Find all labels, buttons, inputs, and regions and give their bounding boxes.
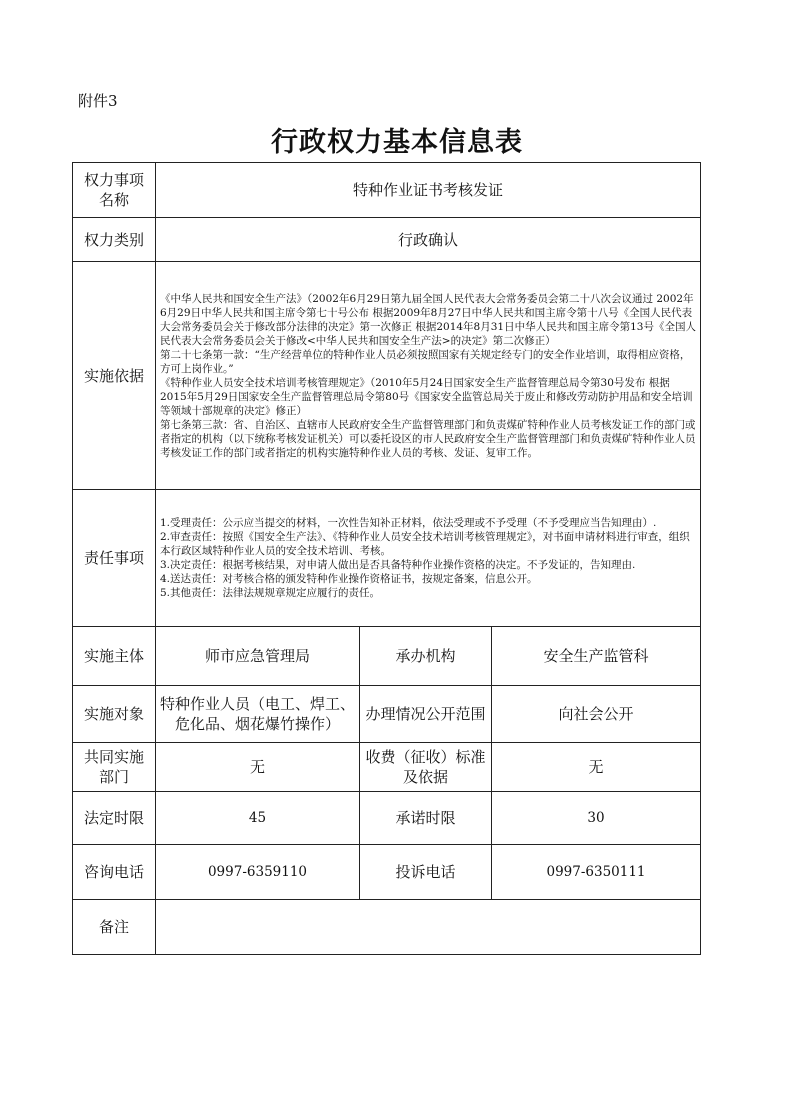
promised-time-limit-value: 30 [492, 792, 701, 845]
target-label: 实施对象 [73, 686, 156, 743]
disclosure-scope-value: 向社会公开 [492, 686, 701, 743]
complaint-phone-label: 投诉电话 [360, 845, 492, 900]
table-row-joint [73, 743, 701, 792]
legal-time-limit-label: 法定时限 [73, 792, 156, 845]
table-row-time-limit [73, 792, 701, 845]
basis-paragraph: 第二十七条第一款：“生产经营单位的特种作业人员必须按照国家有关规定经专门的安全作业培训，取得相应资格，方可上岗作业。” [160, 348, 691, 375]
attachment-label: 附件3 [78, 92, 118, 110]
responsibility-value [156, 490, 701, 627]
responsibility-item: 2.审查责任：按照《国安全生产法》、《特种作业人员安全技术培训考核管理规定》，对书面申请材料进行审查，组织本行政区域特种作业人员的安全技术培训、考核。 [160, 531, 690, 557]
table-row-subject [73, 627, 701, 686]
table-row-power-type [73, 218, 701, 262]
page-title: 行政权力基本信息表 [271, 127, 523, 158]
table-row-phone [73, 845, 701, 900]
table-row-remark [73, 900, 701, 955]
consult-phone-value: 0997-6359110 [156, 845, 360, 900]
power-info-table [72, 162, 701, 955]
complaint-phone-value: 0997-6350111 [492, 845, 701, 900]
table-row-basis [73, 262, 701, 490]
responsibility-item: 4.送达责任：对考核合格的颁发特种作业操作资格证书，按规定备案，信息公开。 [160, 573, 538, 585]
disclosure-scope-label: 办理情况公开范围 [360, 686, 492, 743]
joint-dept-value: 无 [156, 743, 360, 792]
handling-agency-label: 承办机构 [360, 627, 492, 686]
table-row-target [73, 686, 701, 743]
fee-standard-value: 无 [492, 743, 701, 792]
table-row-responsibility [73, 490, 701, 627]
basis-paragraph: 第七条第三款：省、自治区、直辖市人民政府安全生产监督管理部门和负责煤矿特种作业人员考核发证工作的部门或者指定的机构（以下统称考核发证机关）可以委托设区的市人民政府安全生产监督管理部门和负责煤矿特种作业人员考核发证工作的部门或者指定的机构实施特种作业人员的考核、发证、复审工作。 [160, 418, 696, 459]
responsibility-label: 责任事项 [73, 490, 156, 627]
basis-paragraph: 《中华人民共和国安全生产法》（2002年6月29日第九届全国人民代表大会常务委员会第二十八次会议通过 2002年6月29日中华人民共和国主席令第七十号公布 根据2009年8月27日中华人民共和国主席令第十八号《全国人民代表大会常务委员会关于修改部分法律的决定》第一次修正 根据2014年8月31日中华人民共和国主席令第13号《全国人民代表大会常务委员会关于修改<中华人民共和国安全生产法>的决定》第二次修正） [160, 292, 696, 347]
basis-label: 实施依据 [73, 262, 156, 490]
power-type-value: 行政确认 [156, 218, 701, 262]
legal-time-limit-value: 45 [156, 792, 360, 845]
joint-dept-label: 共同实施部门 [73, 743, 156, 792]
responsibility-item: 3.决定责任：根据考核结果，对申请人做出是否具备特种作业操作资格的决定。不予发证的，告知理由. [160, 559, 636, 571]
consult-phone-label: 咨询电话 [73, 845, 156, 900]
subject-label: 实施主体 [73, 627, 156, 686]
remark-value [156, 900, 701, 955]
power-name-label: 权力事项名称 [73, 163, 156, 218]
responsibility-item: 1.受理责任：公示应当提交的材料，一次性告知补正材料，依法受理或不予受理（不予受理应当告知理由）. [160, 517, 657, 529]
target-value: 特种作业人员（电工、焊工、危化品、烟花爆竹操作） [156, 686, 360, 743]
remark-label: 备注 [73, 900, 156, 955]
basis-paragraph: 《特种作业人员安全技术培训考核管理规定》（2010年5月24日国家安全生产监督管理总局令第30号发布 根据2015年5月29日国家安全生产监督管理总局令第80号《国家安全监管总局关于废止和修改劳动防护用品和安全培训等领域十部规章的决定》修正） [160, 376, 693, 417]
basis-value [156, 262, 701, 490]
subject-value: 师市应急管理局 [156, 627, 360, 686]
fee-standard-label: 收费（征收）标准及依据 [360, 743, 492, 792]
handling-agency-value: 安全生产监管科 [492, 627, 701, 686]
responsibility-item: 5.其他责任：法律法规规章规定应履行的责任。 [160, 587, 381, 599]
promised-time-limit-label: 承诺时限 [360, 792, 492, 845]
table-row-power-name [73, 163, 701, 218]
power-type-label: 权力类别 [73, 218, 156, 262]
power-name-value: 特种作业证书考核发证 [156, 163, 701, 218]
